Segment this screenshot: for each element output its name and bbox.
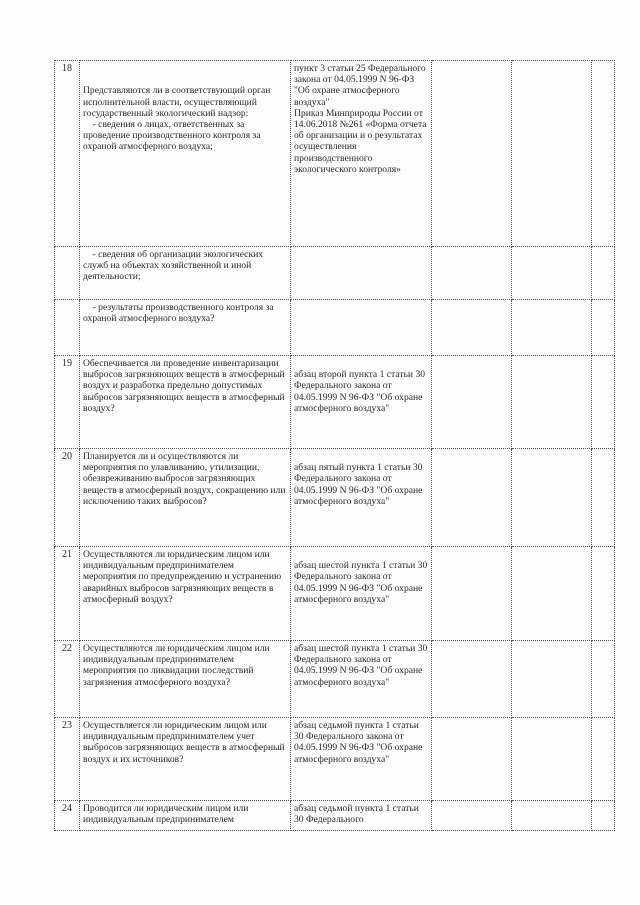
question-cell: Проводится ли юридическим лицом или индивидуальным предпринимателем [80, 801, 291, 831]
question-cell: - результаты производственного контроля за охраной атмосферного воздуха? [80, 300, 291, 356]
empty-cell [512, 718, 592, 801]
legal-basis-cell [291, 247, 432, 300]
table-row [55, 61, 615, 247]
empty-cell [432, 449, 512, 547]
row-number: 24 [55, 801, 80, 831]
table-row [55, 547, 615, 641]
legal-basis-cell: абзац седьмой пункта 1 статьи 30 Федерального закона от 04.05.1999 N 96-ФЗ "Об охране атмосферного воздуха" [291, 718, 432, 801]
empty-cell [432, 247, 512, 300]
empty-cell [432, 801, 512, 831]
table-row [55, 356, 615, 449]
question-cell: Планируется ли и осуществляются ли мероприятия по улавливанию, утилизации, обезвреживанию выбросов загрязняющих веществ в атмосферный воздух, сокращению или исключению таких выбросов? [80, 449, 291, 547]
empty-cell [512, 356, 592, 449]
empty-cell [592, 247, 615, 300]
empty-cell [592, 801, 615, 831]
row-number: 20 [55, 449, 80, 547]
empty-cell [512, 801, 592, 831]
empty-cell [512, 247, 592, 300]
legal-basis-cell: абзац пятый пункта 1 статьи 30 Федерального закона от 04.05.1999 N 96-ФЗ "Об охране атмосферного воздуха" [291, 449, 432, 547]
table-row [55, 718, 615, 801]
legal-basis-cell [291, 300, 432, 356]
checklist-table [54, 60, 615, 831]
table-row [55, 449, 615, 547]
row-number: 21 [55, 547, 80, 641]
table-row [55, 641, 615, 718]
table-row [55, 801, 615, 831]
empty-cell [432, 641, 512, 718]
empty-cell [592, 449, 615, 547]
question-cell: Обеспечивается ли проведение инвентаризации выбросов загрязняющих веществ в атмосферный воздух и разработка предельно допустимых выбросов загрязняющих веществ в атмосферный воздух? [80, 356, 291, 449]
empty-cell [432, 718, 512, 801]
empty-cell [592, 61, 615, 247]
empty-cell [432, 547, 512, 641]
question-cell: Осуществляются ли юридическим лицом или индивидуальным предпринимателем мероприятия по ликвидации последствий загрязнения атмосферного воздуха? [80, 641, 291, 718]
row-number: 18 [55, 61, 80, 247]
empty-cell [592, 300, 615, 356]
question-cell: Осуществляется ли юридическим лицом или индивидуальным предпринимателем учет выбросов загрязняющих веществ в атмосферный воздух и их источников? [80, 718, 291, 801]
table-row [55, 300, 615, 356]
legal-basis-cell: абзац седьмой пункта 1 статьи 30 Федерального [291, 801, 432, 831]
legal-basis-cell: абзац шестой пункта 1 статьи 30 Федерального закона от 04.05.1999 N 96-ФЗ "Об охране атмосферного воздуха" [291, 547, 432, 641]
row-number [55, 247, 80, 300]
empty-cell [432, 300, 512, 356]
empty-cell [432, 61, 512, 247]
legal-basis-cell: абзац шестой пункта 1 статьи 30 Федерального закона от 04.05.1999 N 96-ФЗ "Об охране атмосферного воздуха" [291, 641, 432, 718]
empty-cell [432, 356, 512, 449]
legal-basis-cell: абзац второй пункта 1 статьи 30 Федерального закона от 04.05.1999 N 96-ФЗ "Об охране атмосферного воздуха" [291, 356, 432, 449]
empty-cell [512, 641, 592, 718]
question-cell: - сведения об организации экологических служб на объектах хозяйственной и иной деятельности; [80, 247, 291, 300]
row-number: 23 [55, 718, 80, 801]
question-cell: Представляются ли в соответствующий орган исполнительной власти, осуществляющий государственный экологический надзор: - сведения о лицах, ответственных за проведение производственного контроля за охраной атмосферного воздуха; [80, 61, 291, 247]
empty-cell [592, 547, 615, 641]
empty-cell [512, 61, 592, 247]
empty-cell [592, 718, 615, 801]
legal-basis-cell: пункт 3 статьи 25 Федерального закона от 04.05.1999 N 96-ФЗ "Об охране атмосферного воздуха" Приказ Минприроды России от 14.06.2018 №261 «Форма отчета об организации и о результатах осуществления производственного экологического контроля» [291, 61, 432, 247]
row-number: 22 [55, 641, 80, 718]
empty-cell [592, 356, 615, 449]
empty-cell [512, 449, 592, 547]
table-row [55, 247, 615, 300]
empty-cell [592, 641, 615, 718]
empty-cell [512, 547, 592, 641]
question-cell: Осуществляются ли юридическим лицом или индивидуальным предпринимателем мероприятия по предупреждению и устранению аварийных выбросов загрязняющих веществ в атмосферный воздух? [80, 547, 291, 641]
empty-cell [512, 300, 592, 356]
row-number: 19 [55, 356, 80, 449]
row-number [55, 300, 80, 356]
